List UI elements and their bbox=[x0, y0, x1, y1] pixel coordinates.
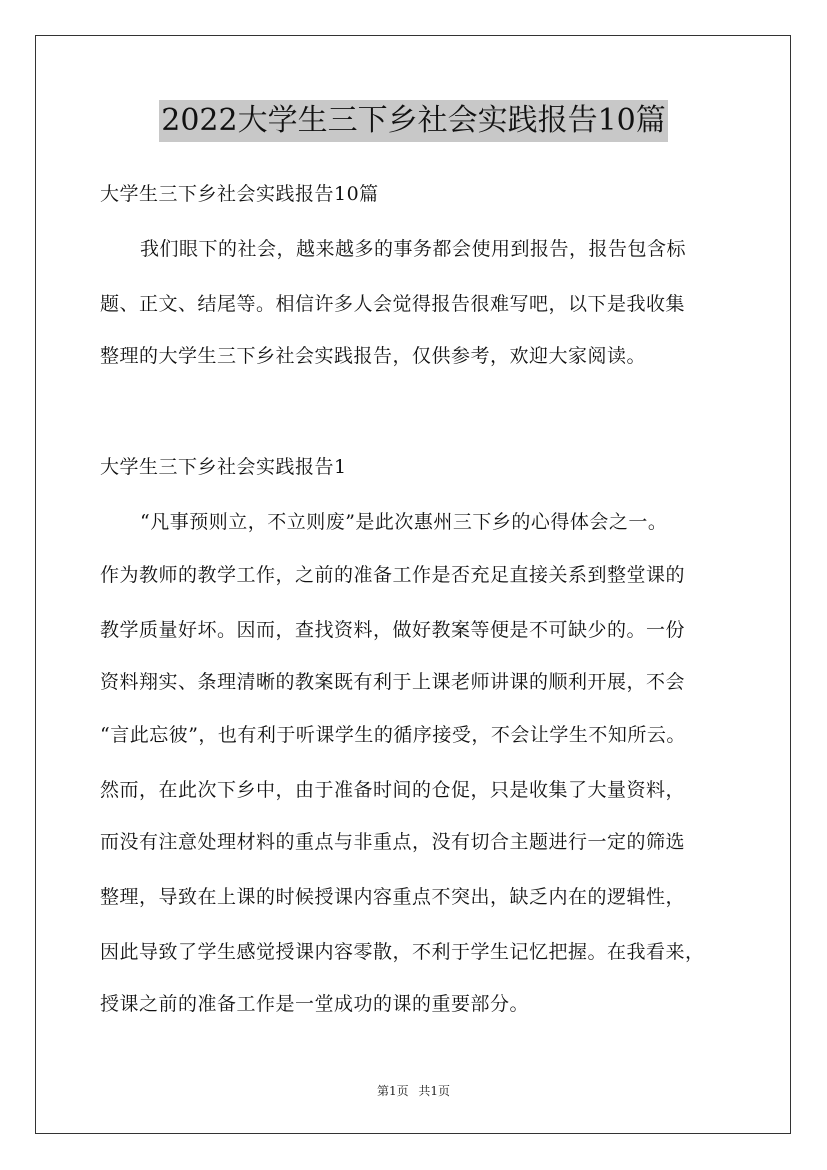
body-line: “凡事预则立，不立则废”是此次惠州三下乡的心得体会之一。 bbox=[140, 511, 668, 533]
body-line: 因此导致了学生感觉授课内容零散，不利于学生记忆把握。在我看来， bbox=[100, 941, 705, 963]
page-total: 共1页 bbox=[418, 1084, 451, 1098]
body-line: 而没有注意处理材料的重点与非重点，没有切合主题进行一定的筛选 bbox=[100, 831, 686, 853]
body-line: 资料翔实、条理清晰的教案既有利于上课老师讲课的顺利开展，不会 bbox=[100, 671, 686, 693]
title-container bbox=[0, 100, 827, 142]
section-heading: 大学生三下乡社会实践报告1 bbox=[100, 456, 347, 478]
page-number: 第1页 bbox=[376, 1084, 409, 1098]
body-line: “言此忘彼”，也有利于听课学生的循序接受，不会让学生不知所云。 bbox=[100, 724, 686, 746]
intro-line: 整理的大学生三下乡社会实践报告，仅供参考，欢迎大家阅读。 bbox=[100, 345, 647, 367]
intro-line: 题、正文、结尾等。相信许多人会觉得报告很难写吧，以下是我收集 bbox=[100, 293, 686, 315]
document-subtitle: 大学生三下乡社会实践报告10篇 bbox=[100, 183, 379, 205]
document-title: 2022大学生三下乡社会实践报告10篇 bbox=[159, 100, 668, 142]
page-footer bbox=[0, 1083, 827, 1099]
intro-line: 我们眼下的社会，越来越多的事务都会使用到报告，报告包含标 bbox=[140, 238, 687, 260]
body-line: 整理，导致在上课的时候授课内容重点不突出，缺乏内在的逻辑性， bbox=[100, 886, 686, 908]
body-line: 作为教师的教学工作，之前的准备工作是否充足直接关系到整堂课的 bbox=[100, 564, 686, 586]
body-line: 教学质量好坏。因而，查找资料，做好教案等便是不可缺少的。一份 bbox=[100, 619, 686, 641]
body-line: 授课之前的准备工作是一堂成功的课的重要部分。 bbox=[100, 993, 530, 1015]
body-line: 然而，在此次下乡中，由于准备时间的仓促，只是收集了大量资料， bbox=[100, 779, 686, 801]
